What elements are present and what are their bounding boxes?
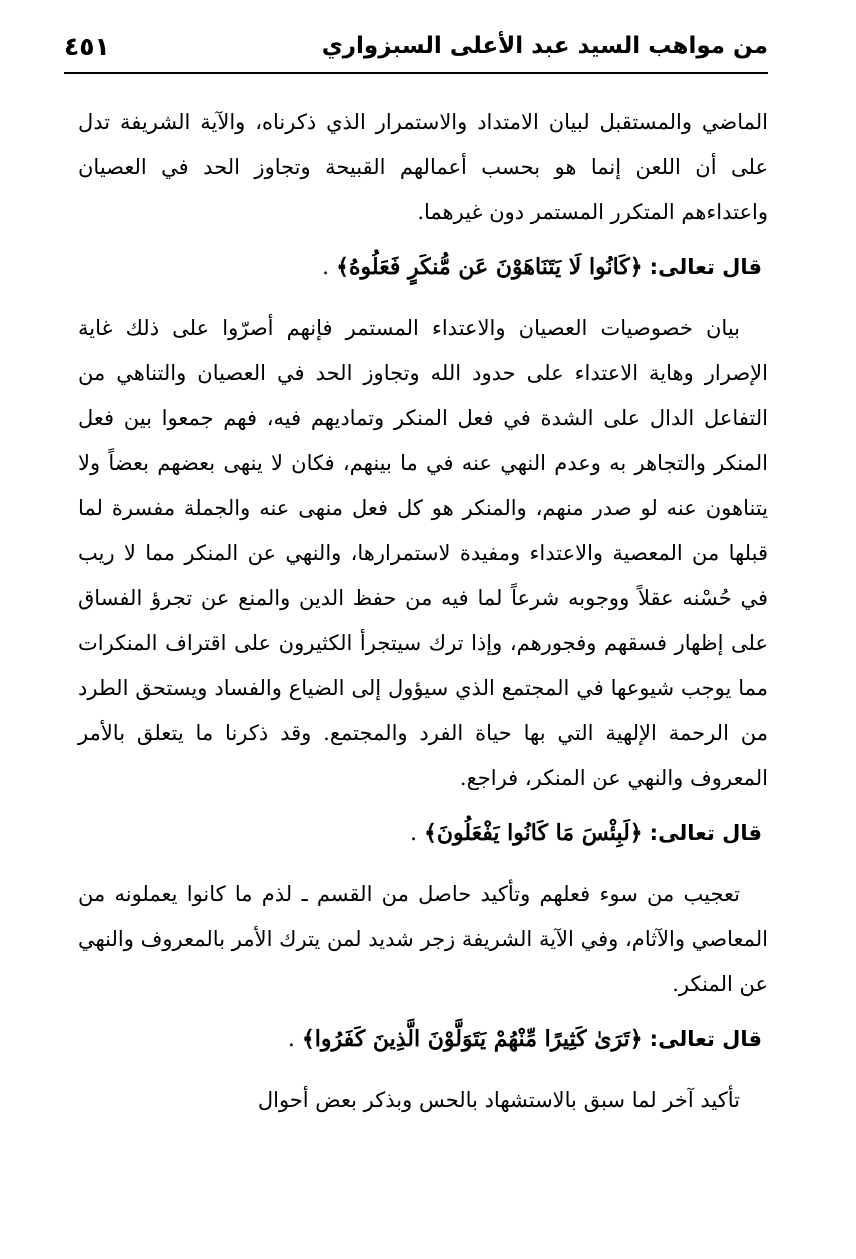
verse-1-quote: ﴿كَانُوا لَا يَتَنَاهَوْنَ عَن مُّنكَرٍ فَعَلُوهُ﴾ [336,254,643,280]
verse-2 [78,809,768,858]
verse-2-label: قال تعالى: [649,821,762,845]
verse-3 [78,1015,768,1064]
header-title: من مواهب السيد عبد الأعلى السبزواري [321,33,768,59]
verse-1-label: قال تعالى: [649,255,762,279]
page-number: ٤٥١ [64,31,110,61]
paragraph-3: تعجيب من سوء فعلهم وتأكيد حاصل من القسم ـ لذم ما كانوا يعملونه من المعاصي والآثام، وفي الآية الشريفة زجر شديد لمن يترك الأمر بالمعروف والنهي عن المنكر. [78,882,768,996]
verse-3-end: . [287,1027,295,1052]
page-body [78,100,768,1131]
paragraph-4: تأكيد آخر لما سبق بالاستشهاد بالحس وبذكر بعض أحوال [257,1088,740,1112]
running-header [64,24,768,68]
verse-3-label: قال تعالى: [649,1027,762,1051]
verse-2-quote: ﴿لَبِئْسَ مَا كَانُوا يَفْعَلُونَ﴾ [423,820,643,846]
paragraph-2: بيان خصوصيات العصيان والاعتداء المستمر فإنهم أصرّوا على ذلك غاية الإصرار وهاية الاعتداء على حدود الله وتجاوز الحد في العصيان والتناهي من التفاعل الدال على الشدة في فعل المنكر وتماديهم فيه، فهم جمعوا بين فعل المنكر والتجاهر به وعدم النهي عنه في ما بينهم، فكان لا ينهى بعضهم بعضاً ولا يتناهون عنه لو صدر منهم، والمنكر هو كل فعل منهى عنه والجملة مفسرة لما قبلها من المعصية والاعتداء ومفيدة لاستمرارها، والنهي عن المنكر مما لا ريب في حُسْنه عقلاً ووجوبه شرعاً لما فيه من حفظ الدين والمنع عن تجرؤ الفساق على إظهار فسقهم وفجورهم، وإذا ترك سيتجرأ الكثيرون على اقتراف المنكرات مما يوجب شيوعها في المجتمع الذي سيؤول إلى الضياع والفساد ويستحق الطرد من الرحمة الإلهية التي بها حياة الفرد والمجتمع. وقد ذكرنا ما يتعلق بالأمر المعروف والنهي عن المنكر، فراجع. [78,316,769,790]
paragraph-1: الماضي والمستقبل لبيان الامتداد والاستمرار الذي ذكرناه، والآية الشريفة تدل على أن اللعن إنما هو بحسب أعمالهم القبيحة وتجاوز الحد في العصيان واعتداءهم المتكرر المستمر دون غيرهما. [78,110,768,224]
verse-1-end: . [322,255,330,280]
verse-2-end: . [409,821,417,846]
header-rule [64,72,768,74]
verse-1 [78,243,768,292]
verse-3-quote: ﴿تَرَىٰ كَثِيرًا مِّنْهُمْ يَتَوَلَّوْنَ الَّذِينَ كَفَرُوا﴾ [301,1026,643,1052]
